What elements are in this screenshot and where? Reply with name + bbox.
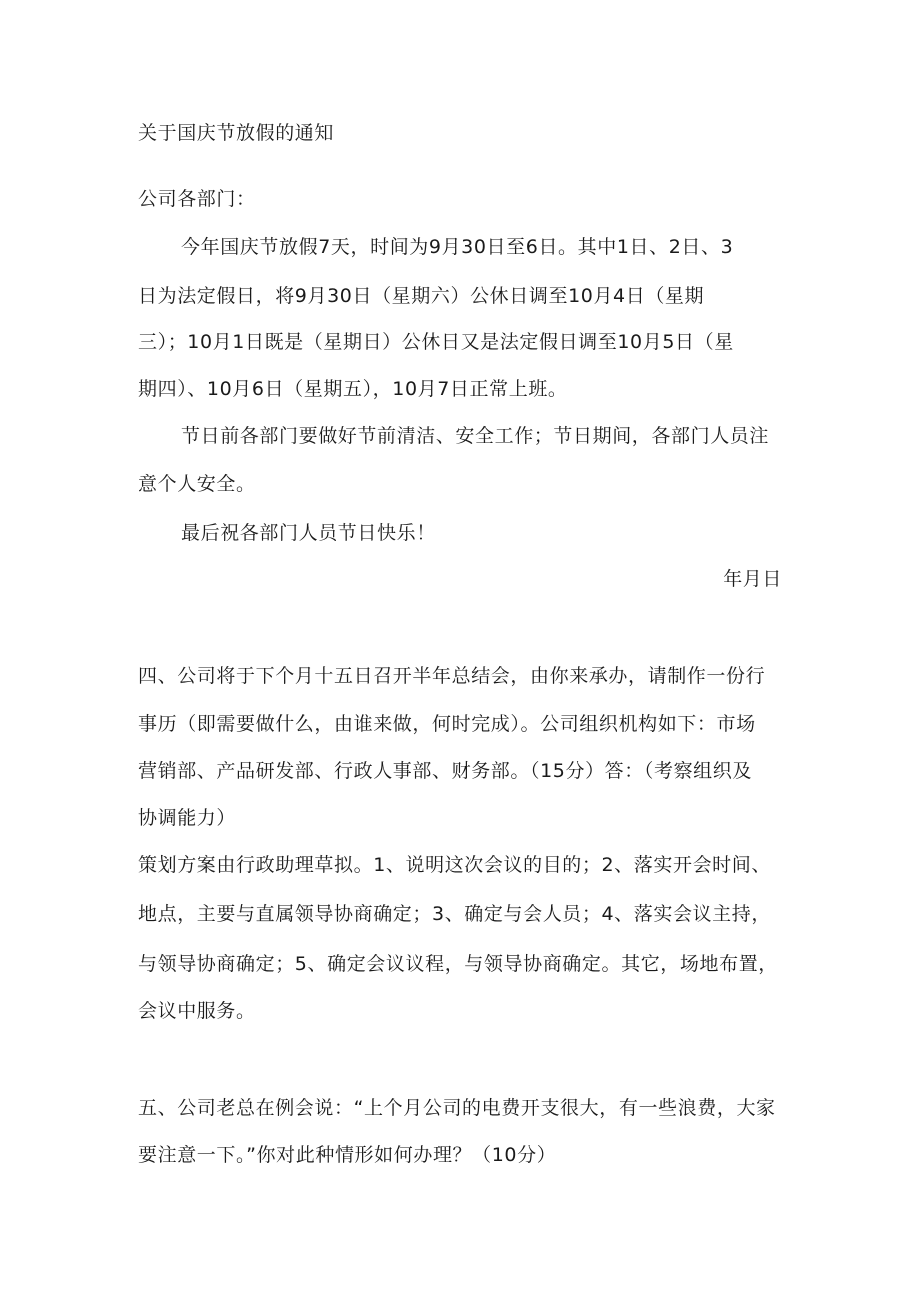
question4-prompt-line: 协调能力） [138,807,237,829]
question4-answer-line: 与领导协商确定；5、确定会议议程，与领导协商确定。其它，场地布置， [138,953,778,975]
notice-para1-line: 期四）、10月6日（星期五），10月7日正常上班。 [138,378,568,400]
question4-answer-line: 地点，主要与直属领导协商确定；3、确定与会人员；4、落实会议主持， [138,903,771,925]
question4-prompt-line: 四、公司将于下个月十五日召开半年总结会，由你来承办，请制作一份行 [138,665,766,687]
question4-answer-line: 会议中服务。 [138,1000,256,1022]
notice-para2-line: 节日前各部门要做好节前清洁、安全工作；节日期间，各部门人员注 [181,425,770,447]
question4-prompt-line: 营销部、产品研发部、行政人事部、财务部。（15分）答：（考察组织及 [138,760,752,782]
notice-date: 年月日 [723,568,782,590]
notice-para1-line: 三）；10月1日既是（星期日）公休日又是法定假日调至10月5日（星 [138,331,734,353]
notice-title: 关于国庆节放假的通知 [138,122,335,144]
notice-closing: 最后祝各部门人员节日快乐！ [181,522,436,544]
question4-answer-line: 策划方案由行政助理草拟。1、说明这次会议的目的；2、落实开会时间、 [138,854,771,876]
notice-salutation: 公司各部门： [138,188,256,210]
question5-prompt-line: 五、公司老总在例会说：“上个月公司的电费开支很大，有一些浪费，大家 [138,1097,776,1119]
question4-prompt-line: 事历（即需要做什么，由谁来做，何时完成）。公司组织机构如下：市场 [138,713,756,735]
notice-para1-line: 今年国庆节放假7天，时间为9月30日至6日。其中1日、2日、3 [181,236,734,258]
notice-para2-line: 意个人安全。 [138,473,256,495]
question5-prompt-line: 要注意一下。”你对此种情形如何办理？（10分） [138,1144,557,1166]
notice-para1-line: 日为法定假日，将9月30日（星期六）公休日调至10月4日（星期 [138,285,705,307]
